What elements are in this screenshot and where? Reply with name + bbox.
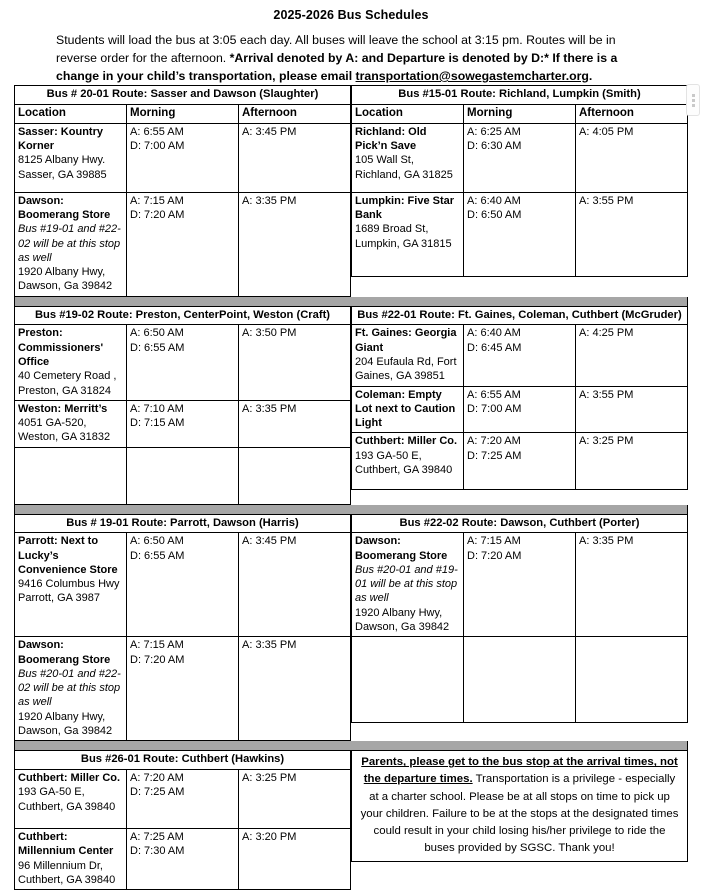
morning-departure-time: D: 7:20 AM xyxy=(467,549,522,562)
intro-text-part3: . xyxy=(588,69,593,84)
stop-location-cell xyxy=(15,192,127,296)
table-row xyxy=(15,325,351,400)
stop-address: 4051 GA-520, Weston, GA 31832 xyxy=(18,417,111,444)
schedule-group-row xyxy=(14,514,688,742)
table-row xyxy=(352,386,688,433)
stop-morning-times xyxy=(464,433,576,490)
stop-morning-times xyxy=(464,325,576,386)
stop-location-cell xyxy=(15,533,127,637)
stop-morning-times xyxy=(127,192,239,296)
schedule-group-left xyxy=(14,514,351,742)
stop-morning-times xyxy=(127,447,239,504)
morning-departure-time: D: 7:00 AM xyxy=(467,402,522,415)
stop-afternoon-time: A: 3:55 PM xyxy=(576,192,688,276)
document-page xyxy=(0,8,702,886)
column-header-row xyxy=(352,104,688,123)
route-header: Bus # 20-01 Route: Sasser and Dawson (Slaughter) xyxy=(15,86,351,105)
bus-schedule-table-bus-22-02 xyxy=(351,514,688,724)
morning-arrival-time: A: 6:40 AM xyxy=(467,327,521,340)
handle-dot xyxy=(692,99,695,102)
morning-departure-time: D: 7:25 AM xyxy=(130,786,185,799)
morning-arrival-time: A: 6:25 AM xyxy=(467,125,521,138)
morning-arrival-time: A: 7:15 AM xyxy=(130,639,184,652)
stop-location-cell xyxy=(352,533,464,637)
stop-morning-times xyxy=(464,192,576,276)
stop-afternoon-time: A: 3:50 PM xyxy=(239,325,351,400)
morning-arrival-time: A: 7:15 AM xyxy=(467,535,521,548)
stop-location-cell xyxy=(352,637,464,723)
notice-body: Transportation is a privilege - especially at a charter school. Please be at all stops on time to pick up your children. Failure to be at the stops at the designated times could result in your child losing his/her privilege to ride the buses provided by SGSC. Thank you! xyxy=(360,773,679,854)
stop-morning-times xyxy=(464,533,576,637)
morning-arrival-time: A: 6:40 AM xyxy=(467,194,521,207)
section-divider xyxy=(14,741,688,750)
stop-morning-times xyxy=(127,637,239,741)
morning-departure-time: D: 6:55 AM xyxy=(130,549,185,562)
table-row xyxy=(15,192,351,296)
table-row xyxy=(15,637,351,741)
stop-morning-times xyxy=(127,769,239,828)
stop-afternoon-time: A: 3:35 PM xyxy=(239,400,351,447)
stop-name: Dawson: Boomerang Store xyxy=(18,194,111,221)
schedule-group-right xyxy=(351,85,688,297)
stop-morning-times xyxy=(464,123,576,192)
section-divider xyxy=(14,297,688,306)
stop-name: Cuthbert: Miller Co. xyxy=(355,435,458,448)
bus-schedule-table-bus-22-01 xyxy=(351,306,688,491)
stop-location-cell xyxy=(15,769,127,828)
stop-morning-times xyxy=(464,637,576,723)
morning-arrival-time: A: 6:50 AM xyxy=(130,535,184,548)
table-row xyxy=(352,192,688,276)
route-header-row xyxy=(15,751,351,770)
table-row xyxy=(15,828,351,889)
morning-departure-time: D: 6:55 AM xyxy=(130,341,185,354)
stop-address: 40 Cemetery Road , Preston, GA 31824 xyxy=(18,370,117,397)
stop-name: Sasser: Kountry Korner xyxy=(18,125,103,152)
section-divider xyxy=(14,505,688,514)
bus-schedule-table-bus-15-01 xyxy=(351,85,688,277)
morning-departure-time: D: 7:20 AM xyxy=(130,653,185,666)
stop-name: Cuthbert: Miller Co. xyxy=(18,771,121,784)
stop-afternoon-time: A: 3:45 PM xyxy=(239,123,351,192)
parent-notice-box xyxy=(351,750,688,862)
route-header: Bus #22-02 Route: Dawson, Cuthbert (Porter) xyxy=(352,514,688,533)
stop-name: Coleman: Empty Lot next to Caution Light xyxy=(355,388,456,430)
stop-afternoon-time xyxy=(239,447,351,504)
table-row xyxy=(352,123,688,192)
stop-morning-times xyxy=(127,828,239,889)
stop-name: Lumpkin: Five Star Bank xyxy=(355,194,455,221)
stop-name: Ft. Gaines: Georgia Giant xyxy=(355,327,457,354)
stop-name: Dawson: Boomerang Store xyxy=(18,639,111,666)
page-title: 2025-2026 Bus Schedules xyxy=(273,8,429,22)
table-row xyxy=(15,533,351,637)
morning-departure-time: D: 7:25 AM xyxy=(467,449,522,462)
bus-schedule-table-bus-19-01 xyxy=(14,514,351,742)
stop-name: Preston: Commissioners' Office xyxy=(18,327,104,368)
table-row xyxy=(15,123,351,192)
morning-departure-time: D: 7:30 AM xyxy=(130,845,185,858)
morning-departure-time: D: 7:20 AM xyxy=(130,208,185,221)
morning-arrival-time: A: 6:55 AM xyxy=(130,125,184,138)
stop-name: Weston: Merritt’s xyxy=(18,402,108,415)
stop-address: 1920 Albany Hwy, Dawson, Ga 39842 xyxy=(18,710,113,738)
column-header-afternoon: Afternoon xyxy=(576,104,688,123)
stop-afternoon-time: A: 3:20 PM xyxy=(239,828,351,889)
stop-afternoon-time: A: 3:35 PM xyxy=(239,192,351,296)
column-header-morning: Morning xyxy=(127,104,239,123)
morning-departure-time: D: 6:30 AM xyxy=(467,139,522,152)
route-header-row xyxy=(15,306,351,325)
stop-location-cell xyxy=(352,123,464,192)
morning-departure-time: D: 6:50 AM xyxy=(467,208,522,221)
stop-address: 1689 Broad St, Lumpkin, GA 31815 xyxy=(355,223,452,250)
stop-address: 193 GA-50 E, Cuthbert, GA 39840 xyxy=(355,449,453,476)
notice-lead: Parents, please get to the bus stop at the arrival times, not the departure times. xyxy=(361,756,678,786)
table-row xyxy=(15,400,351,447)
stop-morning-times xyxy=(127,400,239,447)
stop-address: 1920 Albany Hwy, Dawson, Ga 39842 xyxy=(18,266,113,293)
schedule-group-right xyxy=(351,306,688,505)
column-header-row xyxy=(15,104,351,123)
intro-bold-note: *Arrival denoted by A: and Departure is denoted by D:* xyxy=(229,51,549,66)
schedule-group-row xyxy=(14,306,688,505)
morning-arrival-time: A: 7:10 AM xyxy=(130,402,184,415)
column-header-location: Location xyxy=(352,104,464,123)
stop-note: Bus #19-01 and #22-02 will be at this stop as well xyxy=(18,223,121,264)
bus-schedule-table-bus-19-02 xyxy=(14,306,351,505)
route-header-row xyxy=(15,514,351,533)
morning-departure-time: D: 6:45 AM xyxy=(467,341,522,354)
intro-paragraph xyxy=(56,31,646,85)
intro-text-part2: If there is a change in your child’s transportation, please email xyxy=(56,51,618,84)
column-header-morning: Morning xyxy=(464,104,576,123)
stop-note: Bus #20-01 and #22-02 will be at this stop as well xyxy=(18,667,121,709)
schedule-group-right xyxy=(351,514,688,742)
column-header-afternoon: Afternoon xyxy=(239,104,351,123)
morning-departure-time: D: 7:15 AM xyxy=(130,417,185,430)
handle-dot xyxy=(692,104,695,107)
stop-morning-times xyxy=(127,533,239,637)
stop-morning-times xyxy=(127,123,239,192)
stop-morning-times xyxy=(464,386,576,433)
stop-afternoon-time: A: 4:05 PM xyxy=(576,123,688,192)
stop-morning-times xyxy=(127,325,239,400)
stop-location-cell xyxy=(15,637,127,741)
route-header: Bus #26-01 Route: Cuthbert (Hawkins) xyxy=(15,751,351,770)
route-header: Bus # 19-01 Route: Parrott, Dawson (Harris) xyxy=(15,514,351,533)
stop-afternoon-time: A: 3:35 PM xyxy=(576,533,688,637)
stop-name: Richland: Old Pick’n Save xyxy=(355,125,427,152)
schedule-group-left xyxy=(14,306,351,505)
morning-arrival-time: A: 7:25 AM xyxy=(130,830,184,843)
route-header: Bus #19-02 Route: Preston, CenterPoint, Weston (Craft) xyxy=(15,306,351,325)
stop-address: 9416 Columbus Hwy Parrott, GA 3987 xyxy=(18,578,120,605)
morning-arrival-time: A: 7:20 AM xyxy=(467,435,521,448)
table-row xyxy=(15,769,351,828)
stop-address: 193 GA-50 E, Cuthbert, GA 39840 xyxy=(18,786,116,813)
stop-address: 1920 Albany Hwy, Dawson, Ga 39842 xyxy=(355,606,450,634)
stop-location-cell xyxy=(352,192,464,276)
table-row xyxy=(15,447,351,504)
bus-schedules-container xyxy=(0,85,702,890)
route-header-row xyxy=(352,514,688,533)
stop-location-cell xyxy=(15,828,127,889)
stop-afternoon-time: A: 3:35 PM xyxy=(239,637,351,741)
table-row xyxy=(352,533,688,637)
drag-handle-icon[interactable] xyxy=(686,84,700,116)
schedule-group-right xyxy=(351,750,688,890)
morning-departure-time: D: 7:00 AM xyxy=(130,139,185,152)
route-header-row xyxy=(15,86,351,105)
route-header-row xyxy=(352,86,688,105)
bus-schedule-table-bus-20-01 xyxy=(14,85,351,297)
route-header-row xyxy=(352,306,688,325)
stop-afternoon-time xyxy=(576,637,688,723)
stop-address: 204 Eufaula Rd, Fort Gaines, GA 39851 xyxy=(355,355,457,383)
stop-name: Cuthbert: Millennium Center xyxy=(18,830,114,858)
transportation-email-link[interactable]: transportation@sowegastemcharter.org xyxy=(355,69,589,84)
morning-arrival-time: A: 6:55 AM xyxy=(467,388,521,401)
schedule-group-left xyxy=(14,750,351,890)
schedule-group-left xyxy=(14,85,351,297)
stop-location-cell xyxy=(352,325,464,386)
stop-location-cell xyxy=(15,325,127,400)
stop-afternoon-time: A: 4:25 PM xyxy=(576,325,688,386)
stop-afternoon-time: A: 3:45 PM xyxy=(239,533,351,637)
stop-location-cell xyxy=(352,386,464,433)
schedule-group-row xyxy=(14,750,688,890)
stop-address: 8125 Albany Hwy. Sasser, GA 39885 xyxy=(18,154,107,181)
schedule-group-row xyxy=(14,85,688,297)
stop-address: 96 Millennium Dr, Cuthbert, GA 39840 xyxy=(18,859,116,886)
stop-name: Dawson: Boomerang Store xyxy=(355,535,448,562)
morning-arrival-time: A: 7:15 AM xyxy=(130,194,184,207)
morning-arrival-time: A: 7:20 AM xyxy=(130,771,184,784)
stop-afternoon-time: A: 3:55 PM xyxy=(576,386,688,433)
stop-afternoon-time: A: 3:25 PM xyxy=(576,433,688,490)
route-header: Bus #15-01 Route: Richland, Lumpkin (Smith) xyxy=(352,86,688,105)
table-row xyxy=(352,637,688,723)
morning-arrival-time: A: 6:50 AM xyxy=(130,327,184,340)
stop-location-cell xyxy=(15,400,127,447)
handle-dot xyxy=(692,94,695,97)
stop-location-cell xyxy=(15,123,127,192)
stop-address: 105 Wall St, Richland, GA 31825 xyxy=(355,154,453,181)
bus-schedule-table-bus-26-01 xyxy=(14,750,351,890)
stop-location-cell xyxy=(352,433,464,490)
stop-afternoon-time: A: 3:25 PM xyxy=(239,769,351,828)
table-row xyxy=(352,433,688,490)
intro-text-part1: Students will load the bus at 3:05 each day. All buses will leave the school at 3:15 pm. Routes will be in reverse order for the afternoon. xyxy=(56,33,616,66)
stop-note: Bus #20-01 and #19-01 will be at this stop as well xyxy=(355,563,458,605)
stop-name: Parrott: Next to Lucky’s Convenience Store xyxy=(18,535,118,576)
column-header-location: Location xyxy=(15,104,127,123)
table-row xyxy=(352,325,688,386)
route-header: Bus #22-01 Route: Ft. Gaines, Coleman, Cuthbert (McGruder) xyxy=(352,306,688,325)
stop-location-cell xyxy=(15,447,127,504)
